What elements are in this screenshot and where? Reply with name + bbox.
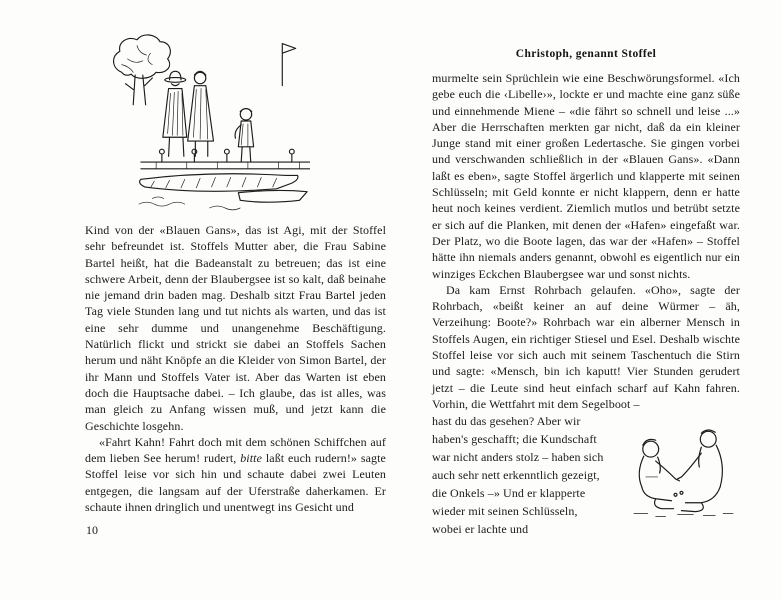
left-paragraph-2 xyxy=(85,434,386,515)
right-page-text-column xyxy=(432,48,740,538)
left-paragraph-1: Kind von der «Blauen Gans», das ist Agi, mit der Stoffel sehr befreundet ist. Stoffels Mutter aber, die Frau Sabine Bartel heißt, hat die Badeanstalt zu betreuen; das ist eine schwere Arbeit, denn der Blaubergsee ist so kalt, daß beinahe nie jemand drin baden mag. Deshalb sitzt Frau Bartel jeden Tag viele Stunden lang und tut nichts als warten, und das ist eine sehr dumme und unangenehme Beschäftigung. Natürlich flickt und strickt sie dabei an Stoffels Sachen herum und näht Knöpfe an die Kleider von Simon Bartel, der ihr Mann und Stoffels Vater ist. Aber das Warten ist eben doch die Hauptsache dabei. – Ich glaube, das ist alles, was man gleich zu Anfang wissen muß, und jetzt kann die Geschichte losgehn. xyxy=(85,223,386,433)
right-paragraph-2-end: hast du das gesehen? Aber wir haben's geschafft; die Kundschaft war nicht anders stolz – haben sich auch sehr nett erkenntlich gezeigt, die Onkels –» Und er klapperte wieder mit seinen Schlüsseln, wobei er lachte und xyxy=(432,414,604,537)
left-paragraph-2-end: laßt euch rudern!» sagte Stoffel leise vor sich hin und schaute dabei zwei Leuten entgegen, die langsam auf der Uferstraße daherkamen. Er schaute ihnen dringlich und unentwegt ins Gesicht und xyxy=(85,451,386,515)
left-paragraph-2-emphasis: bitte xyxy=(240,451,263,466)
right-paragraph-2-wrap xyxy=(432,412,740,538)
right-paragraph-1: murmelte sein Sprüchlein wie eine Beschwörungsformel. «Ich gebe euch die ‹Libelle›», lockte er und machte eine ganz süße und einnehmende Miene – «die fährt so schnell und leise ...» Aber die Herrschaften merkten gar nicht, daß da ein kleiner Junge stand mit einer großen Ledertasche. Sie gingen vorbei und verschwanden schließlich in der «Blauen Gans». «Dann laßt es eben», sagte Stoffel ärgerlich und klapperte mit seinen Schlüsseln; mit Geld konnte er nicht klappern, denn er hatte heut noch keines verdient. Ziemlich mutlos und betrübt setzte er sich auf die Planken, mit denen der «Hafen» eingefaßt war. Der Platz, wo die Boote lagen, das war der «Hafen» – Stoffel hätte ihn niemals anders genannt, obwohl es eigentlich nur ein winziges Eckchen Blaubergsee war und sonst nichts. xyxy=(432,71,740,281)
right-paragraph-2-start: Da kam Ernst Rohrbach gelaufen. «Oho», sagte der Rohrbach, «beißt keiner an auf deine Würmer – äh, Verzeihung: Boote?» Rohrbach war ein alberner Mensch in Stoffels Augen, ein richtiger Stiesel und Esel. Deshalb wischte Stoffel leise vor sich auch mit seinem Taschentuch die Stirn und sagte: «Mensch, bin ich kaputt! Vier Stunden gerudert jetzt – die Leute sind heut einfach scharf auf Kahn fahren. Vorhin, die Wettfahrt mit dem Segelboot – xyxy=(432,282,740,411)
page-number: 10 xyxy=(86,523,98,537)
boys-playing-illustration xyxy=(616,415,740,521)
running-header: Christoph, genannt Stoffel xyxy=(515,48,657,60)
dock-scene-illustration xyxy=(95,26,310,216)
left-paragraph-2-start: «Fahrt Kahn! Fahrt doch mit dem schönen Schiffchen auf dem lieben See herum! rudert, xyxy=(85,434,386,466)
left-page-text-column xyxy=(85,222,386,515)
